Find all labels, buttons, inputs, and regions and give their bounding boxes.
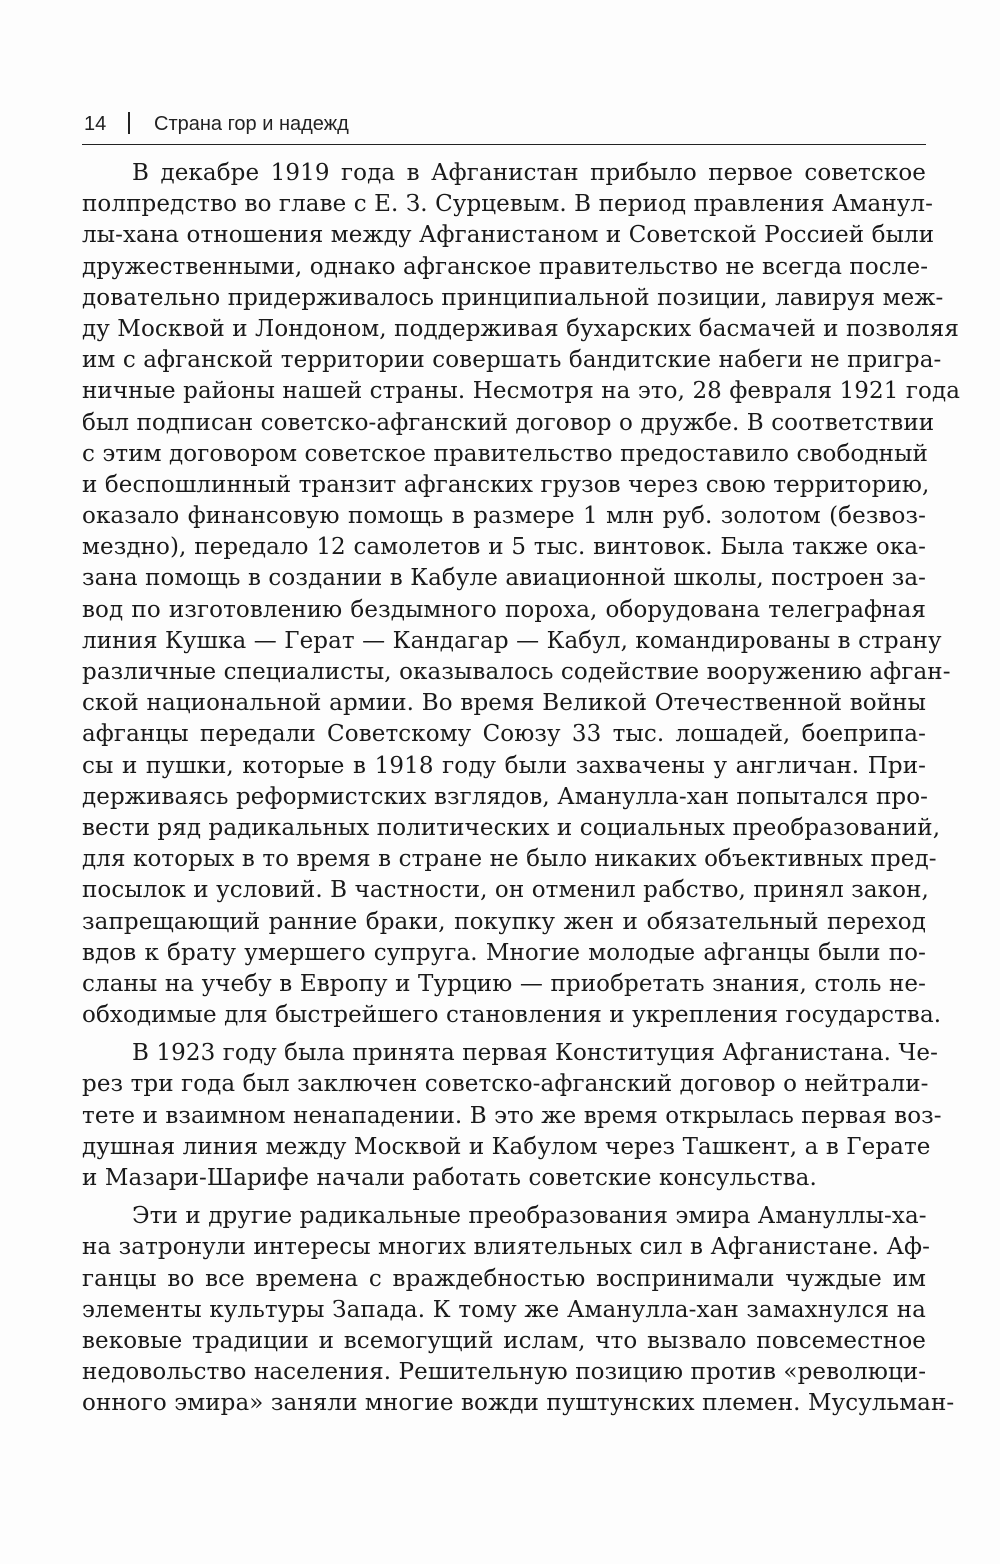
text-line: им с афганской территории совершать бандитские набеги не пригра- — [82, 347, 942, 374]
text-line: дружественными, однако афганское правительство не всегда после- — [82, 253, 929, 280]
text-line: различные специалисты, оказывалось содействие вооружению афган- — [82, 659, 951, 685]
text-line: В 1923 году была принята первая Конституция Афганистана. Че- — [132, 1040, 938, 1067]
text-line: ду Москвой и Лондоном, поддерживая бухарских басмачей и позволяя — [82, 315, 959, 342]
body-text — [82, 158, 961, 1420]
text-line: держиваясь реформистских взглядов, Аманулла-хан попытался про- — [82, 783, 929, 810]
text-line: полпредство во главе с Е. З. Сурцевым. В период правления Аманул- — [82, 191, 933, 218]
text-line: линия Кушка — Герат — Кандагар — Кабул, командированы в страну — [82, 627, 942, 654]
paragraph — [82, 1201, 955, 1419]
text-line: В декабре 1919 года в Афганистан прибыло первое советское — [132, 160, 926, 186]
text-line: обходимые для быстрейшего становления и укрепления государства. — [82, 1002, 942, 1029]
text-line: недовольство населения. Решительную позицию против «революци- — [82, 1359, 927, 1386]
text-line: был подписан советско-афганский договор о дружбе. В соответствии — [82, 409, 935, 436]
paragraph — [82, 1038, 942, 1194]
text-line: оказало финансовую помощь в размере 1 млн руб. золотом (безвоз- — [82, 503, 926, 530]
text-line: вековые традиции и всемогущий ислам, что вызвало повсеместное — [82, 1327, 926, 1354]
page-number: 14 — [84, 113, 107, 135]
text-line: сы и пушки, которые в 1918 году были захвачены у англичан. При- — [82, 752, 926, 779]
text-line: вод по изготовлению бездымного пороха, оборудована телеграфная — [82, 596, 926, 623]
text-line: посылок и условий. В частности, он отменил рабство, принял закон, — [82, 877, 929, 904]
text-line: и Мазари-Шарифе начали работать советские консульства. — [82, 1165, 817, 1191]
text-line: рез три года был заключен советско-афганский договор о нейтрали- — [82, 1071, 929, 1098]
text-line: лы-хана отношения между Афганистаном и Советской Россией были — [82, 222, 935, 249]
running-header — [82, 108, 926, 145]
text-line: тете и взаимном ненападении. В это же время открылась первая воз- — [82, 1102, 942, 1129]
text-line: на затронули интересы многих влиятельных сил в Афганистане. Аф- — [82, 1234, 930, 1261]
paragraph — [82, 158, 961, 1031]
text-line: с этим договором советское правительство предоставило свободный — [82, 440, 928, 467]
text-line: Эти и другие радикальные преобразования эмира Амануллы-ха- — [132, 1203, 927, 1230]
header-divider — [128, 112, 130, 134]
running-title: Страна гор и надежд — [154, 113, 349, 135]
text-line: довательно придерживалось принципиальной позиции, лавируя меж- — [82, 284, 944, 311]
text-line: ничные районы нашей страны. Несмотря на это, 28 февраля 1921 года — [82, 378, 961, 405]
text-line: и беспошлинный транзит афганских грузов через свою территорию, — [82, 471, 930, 498]
text-line: элементы культуры Запада. К тому же Аманулла-хан замахнулся на — [82, 1296, 926, 1323]
text-line: ской национальной армии. Во время Великой Отечественной войны — [82, 690, 926, 717]
text-line: онного эмира» заняли многие вожди пуштунских племен. Мусульман- — [82, 1390, 955, 1417]
text-line: мездно), передало 12 самолетов и 5 тыс. винтовок. Была также ока- — [82, 534, 926, 561]
text-line: вести ряд радикальных политических и социальных преобразований, — [82, 814, 941, 841]
text-line: для которых в то время в стране не было никаких объективных пред- — [82, 846, 937, 873]
text-line: сланы на учебу в Европу и Турцию — приобретать знания, столь не- — [82, 970, 926, 997]
text-line: зана помощь в создании в Кабуле авиационной школы, построен за- — [82, 565, 927, 592]
text-line: душная линия между Москвой и Кабулом через Ташкент, а в Герате — [82, 1133, 931, 1160]
text-line: вдов к брату умершего супруга. Многие молодые афганцы были по- — [82, 939, 926, 966]
text-line: афганцы передали Советскому Союзу 33 тыс. лошадей, боеприпа- — [82, 721, 926, 748]
text-line: запрещающий ранние браки, покупку жен и обязательный переход — [82, 908, 926, 935]
text-line: ганцы во все времена с враждебностью воспринимали чуждые им — [82, 1265, 926, 1292]
